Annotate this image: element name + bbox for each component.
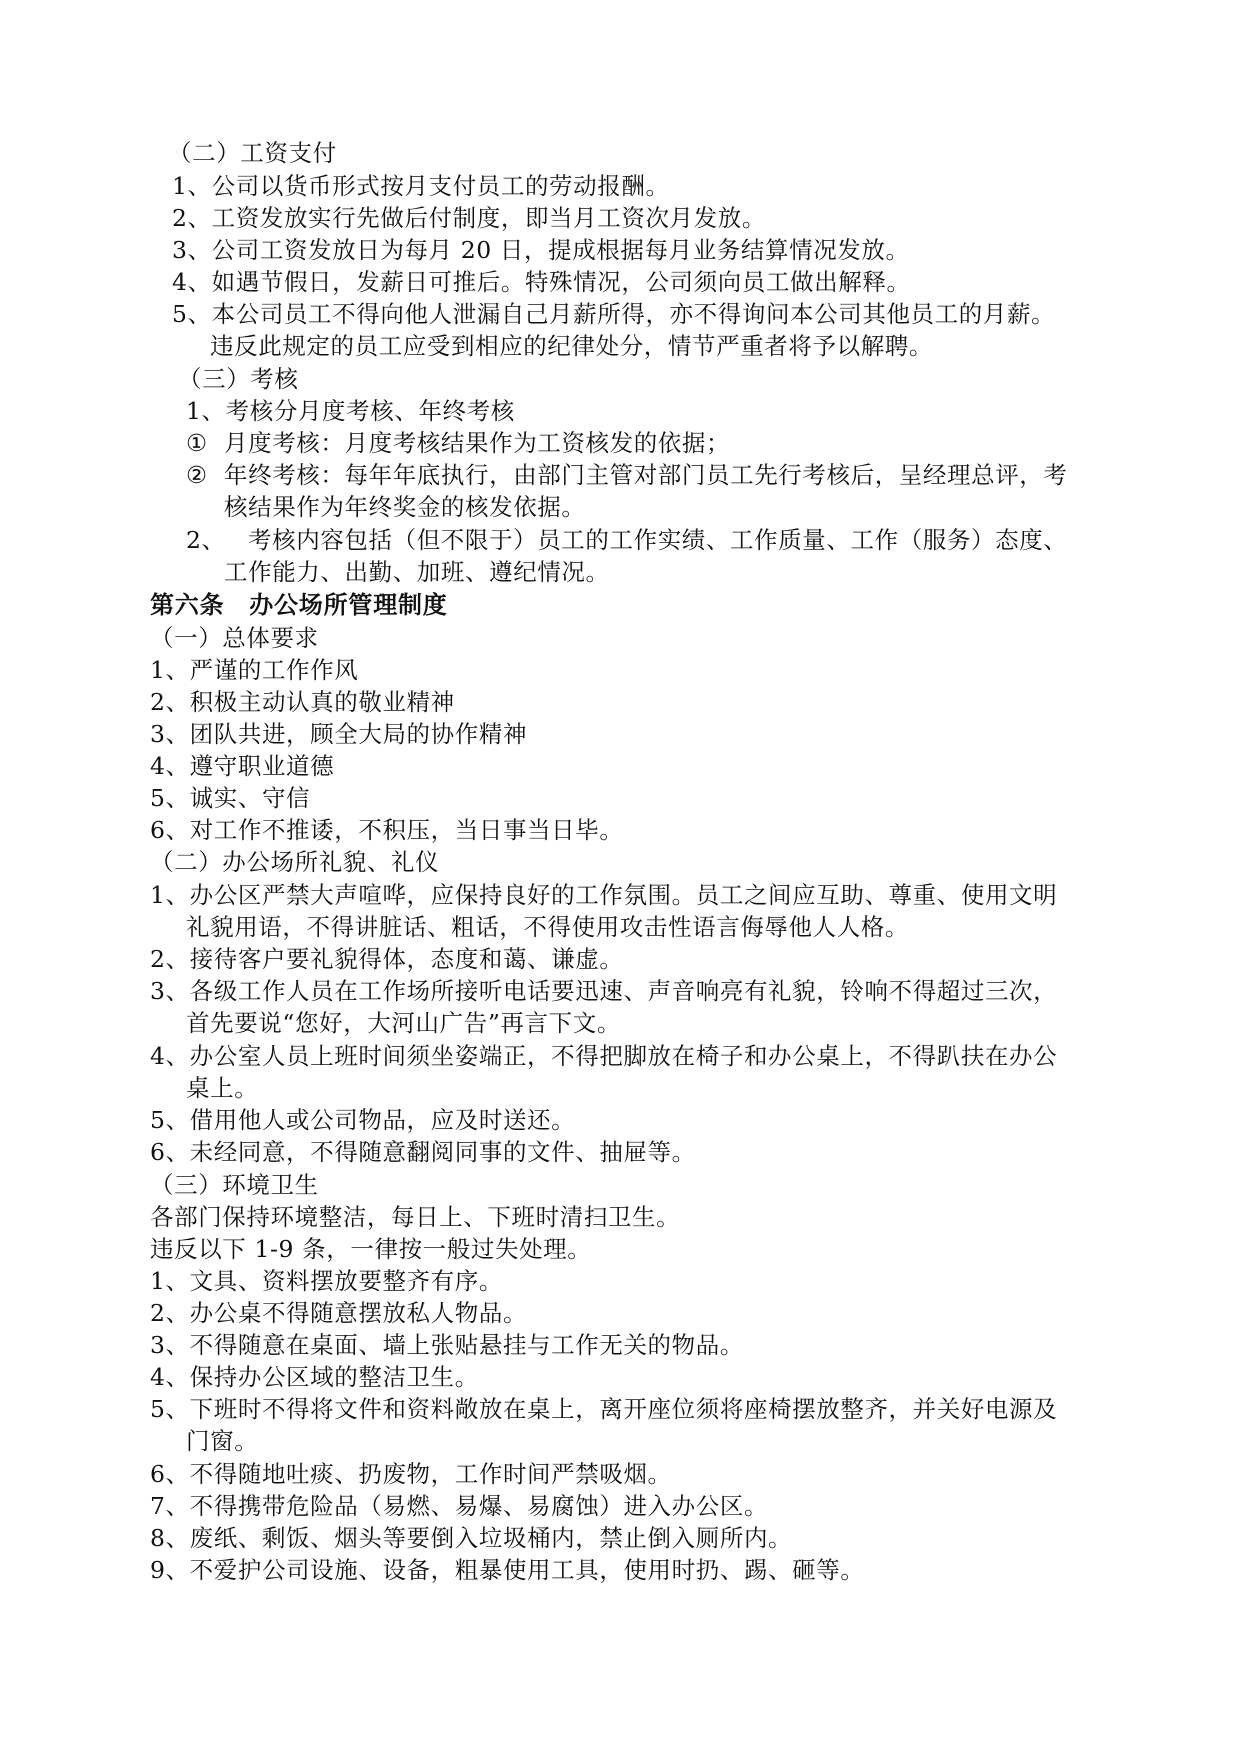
assess-sub-1: ① 月度考核：月度考核结果作为工资核发的依据； [186, 429, 731, 457]
assess-item-1: 1、考核分月度考核、年终考核 [186, 397, 515, 425]
etiquette-item-1: 1、办公区严禁大声喧哗，应保持良好的工作氛围。员工之间应互助、尊重、使用文明 [150, 881, 1058, 909]
general-heading: （一）总体要求 [150, 624, 319, 652]
hygiene-item-9: 9、不爱护公司设施、设备，粗暴使用工具，使用时扔、踢、砸等。 [150, 1556, 865, 1584]
pay-item-5: 5、本公司员工不得向他人泄漏自己月薪所得，亦不得询问本公司其他员工的月薪。 [172, 300, 1056, 328]
general-item-1: 1、严谨的工作作风 [150, 656, 359, 684]
pay-item-5-cont: 违反此规定的员工应受到相应的纪律处分，情节严重者将予以解聘。 [210, 332, 933, 360]
hygiene-item-7: 7、不得携带危险品（易燃、易爆、易腐蚀）进入办公区。 [150, 1492, 769, 1520]
hygiene-item-8: 8、废纸、剩饭、烟头等要倒入垃圾桶内，禁止倒入厕所内。 [150, 1524, 793, 1552]
etiquette-item-5: 5、借用他人或公司物品，应及时送还。 [150, 1106, 576, 1134]
hygiene-heading: （三）环境卫生 [150, 1171, 319, 1199]
etiquette-item-3: 3、各级工作人员在工作场所接听电话要迅速、声音响亮有礼貌，铃响不得超过三次， [150, 977, 1058, 1005]
pay-heading: （二）工资支付 [168, 139, 337, 167]
hygiene-intro-1: 各部门保持环境整洁，每日上、下班时清扫卫生。 [150, 1203, 681, 1231]
assess-heading: （三）考核 [178, 365, 299, 393]
hygiene-item-5: 5、下班时不得将文件和资料敞放在桌上，离开座位须将座椅摆放整齐，并关好电源及 [150, 1395, 1058, 1423]
pay-item-3: 3、公司工资发放日为每月 20 日，提成根据每月业务结算情况发放。 [172, 236, 910, 264]
article-6-title: 第六条 办公场所管理制度 [150, 590, 448, 619]
general-item-4: 4、遵守职业道德 [150, 752, 335, 780]
hygiene-item-2: 2、办公桌不得随意摆放私人物品。 [150, 1299, 528, 1327]
pay-item-1: 1、公司以货币形式按月支付员工的劳动报酬。 [172, 172, 670, 200]
pay-item-4: 4、如遇节假日，发薪日可推后。特殊情况，公司须向员工做出解释。 [172, 268, 911, 296]
etiquette-item-4-cont: 桌上。 [186, 1074, 259, 1102]
general-item-3: 3、团队共进，顾全大局的协作精神 [150, 720, 528, 748]
hygiene-item-6: 6、不得随地吐痰、扔废物，工作时间严禁吸烟。 [150, 1460, 672, 1488]
etiquette-item-3-cont: 首先要说“您好，大河山广告”再言下文。 [186, 1009, 621, 1037]
hygiene-item-4: 4、保持办公区域的整洁卫生。 [150, 1363, 479, 1391]
etiquette-item-2: 2、接待客户要礼貌得体，态度和蔼、谦虚。 [150, 945, 624, 973]
hygiene-item-3: 3、不得随意在桌面、墙上张贴悬挂与工作无关的物品。 [150, 1331, 744, 1359]
assess-sub-2-cont: 核结果作为年终奖金的核发依据。 [224, 493, 586, 521]
etiquette-item-1-cont: 礼貌用语，不得讲脏话、粗话，不得使用攻击性语言侮辱他人人格。 [186, 913, 909, 941]
etiquette-item-6: 6、未经同意，不得随意翻阅同事的文件、抽屉等。 [150, 1138, 696, 1166]
general-item-5: 5、诚实、守信 [150, 784, 311, 812]
hygiene-intro-2: 违反以下 1-9 条，一律按一般过失处理。 [150, 1235, 592, 1263]
general-item-6: 6、对工作不推诿，不积压，当日事当日毕。 [150, 816, 624, 844]
general-item-2: 2、积极主动认真的敬业精神 [150, 688, 455, 716]
etiquette-item-4: 4、办公室人员上班时间须坐姿端正，不得把脚放在椅子和办公桌上，不得趴扶在办公 [150, 1042, 1058, 1070]
assess-item-2: 2、 考核内容包括（但不限于）员工的工作实绩、工作质量、工作（服务）态度、 [186, 526, 1068, 554]
hygiene-item-1: 1、文具、资料摆放要整齐有序。 [150, 1267, 503, 1295]
pay-item-2: 2、工资发放实行先做后付制度，即当月工资次月发放。 [172, 204, 766, 232]
etiquette-heading: （二）办公场所礼貌、礼仪 [150, 848, 440, 876]
assess-sub-2: ② 年终考核：每年年底执行，由部门主管对部门员工先行考核后，呈经理总评，考 [186, 461, 1068, 489]
assess-item-2-cont: 工作能力、出勤、加班、遵纪情况。 [224, 558, 610, 586]
hygiene-item-5-cont: 门窗。 [186, 1427, 259, 1455]
